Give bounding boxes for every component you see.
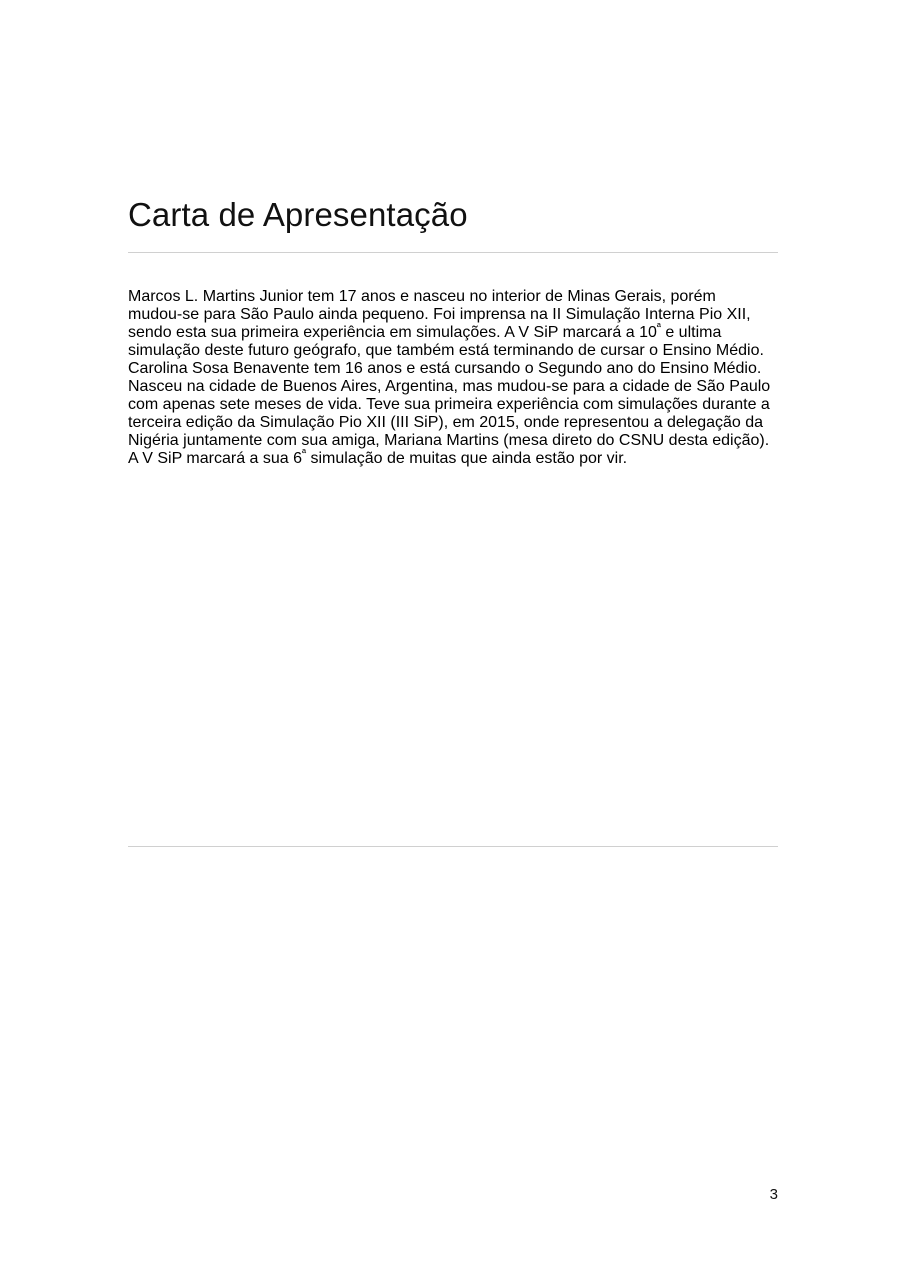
page-title: Carta de Apresentação [128, 196, 468, 233]
page-number: 3 [769, 1186, 778, 1203]
footer-divider [128, 846, 778, 847]
title-divider [128, 252, 778, 253]
title-block [128, 196, 778, 253]
body-text: Marcos L. Martins Junior tem 17 anos e nasceu no interior de Minas Gerais, porém mudou-se para São Paulo ainda pequeno. Foi imprensa na II Simulação Interna Pio XII, sendo esta sua primeira experiência em simulações. A V SiP marcará a $10^ª$ e ultima simulação deste futuro geógrafo, que também está terminando de cursar o Ensino Médio. Carolina Sosa Benavente tem 16 anos e está cursando o Segundo ano do Ensino Médio. Nasceu na cidade de Buenos Aires, Argentina, mas mudou-se para a cidade de São Paulo com apenas sete meses de vida. Teve sua primeira experiência com simulações durante a terceira edição da Simulação Pio XII (III SiP), em 2015, onde representou a delegação da Nigéria juntamente com sua amiga, Mariana Martins (mesa direto do CSNU desta edição). A V SiP marcará a sua $6^ª$ simulação de muitas que ainda estão por vir. [128, 288, 771, 467]
